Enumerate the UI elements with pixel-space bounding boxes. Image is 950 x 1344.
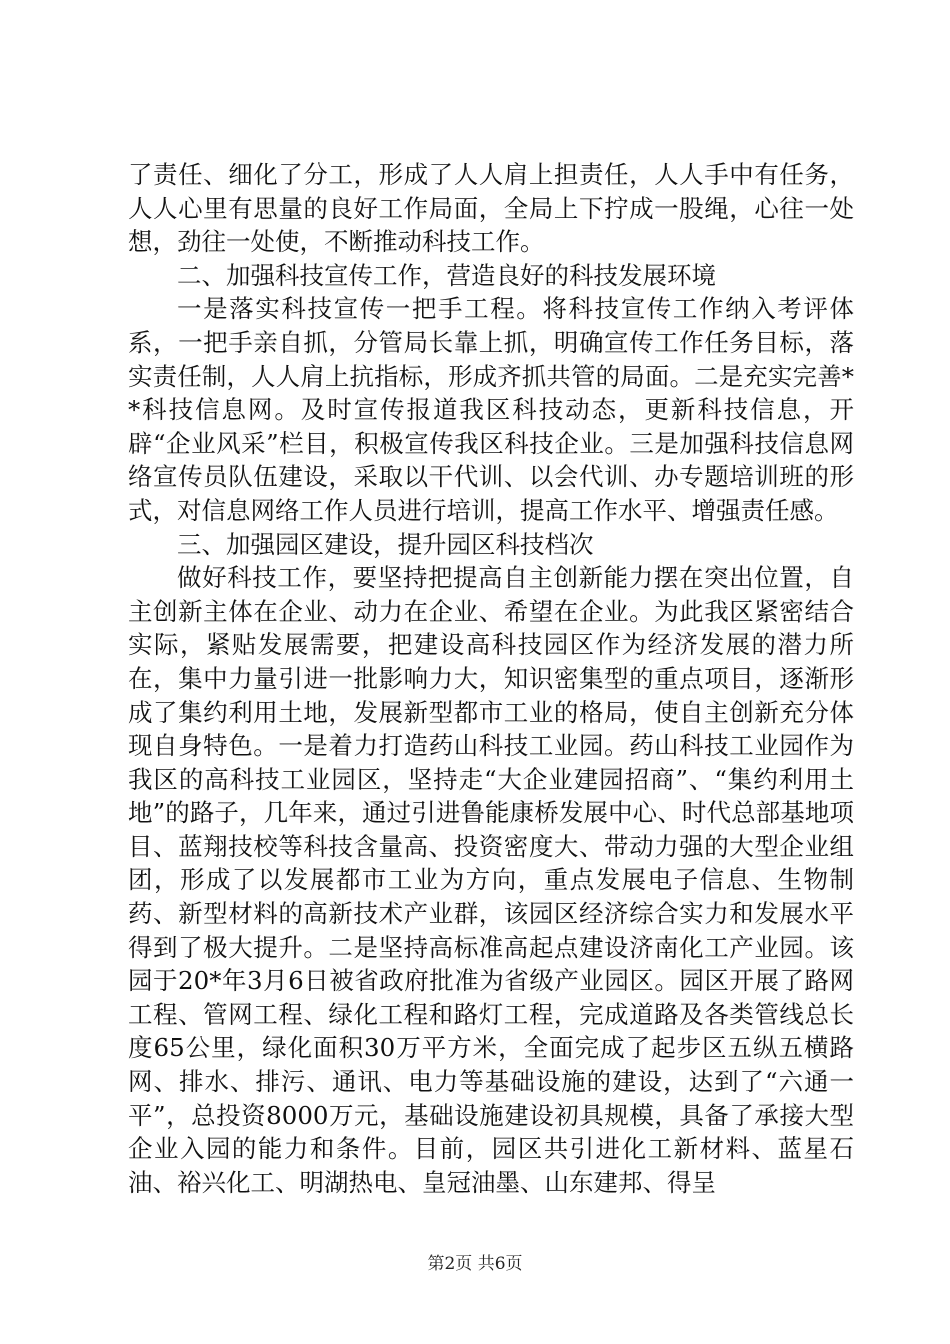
paragraph-park: 做好科技工作，要坚持把提高自主创新能力摆在突出位置，自主创新主体在企业、动力在企业、希望在企业。为此我区紧密结合实际，紧贴发展需要，把建设高科技园区作为经济发展的潜力所在，集中力量引进一批影响力大，知识密集型的重点项目，逐渐形成了集约利用土地，发展新型都市工业的格局，使自主创新充分体现自身特色。一是着力打造药山科技工业园。药山科技工业园作为我区的高科技工业园区，坚持走“大企业建园招商”、“集约利用土地”的路子，几年来，通过引进鲁能康桥发展中心、时代总部基地项目、蓝翔技校等科技含量高、投资密度大、带动力强的大型企业组团，形成了以发展都市工业为方向，重点发展电子信息、生物制药、新型材料的高新技术产业群，该园区经济综合实力和发展水平得到了极大提升。二是坚持高标准高起点建设济南化工产业园。该园于20*年3月6日被省政府批准为省级产业园区。园区开展了路网工程、管网工程、绿化工程和路灯工程，完成道路及各类管线总长度65公里，绿化面积30万平方米，全面完成了起步区五纵五横路网、排水、排污、通讯、电力等基础设施的建设，达到了“六通一平”，总投资8000万元，基础设施建设初具规模，具备了承接大型企业入园的能力和条件。目前，园区共引进化工新材料、蓝星石油、裕兴化工、明湖热电、皇冠油墨、山东建邦、得呈 bbox=[128, 563, 854, 1197]
page-number-footer: 第2页 共6页 bbox=[427, 1254, 523, 1274]
paragraph-continuation: 了责任、细化了分工，形成了人人肩上担责任，人人手中有任务，人人心里有思量的良好工作局面，全局上下拧成一股绳，心往一处想，劲往一处使，不断推动科技工作。 bbox=[128, 160, 854, 257]
paragraph-publicity: 一是落实科技宣传一把手工程。将科技宣传工作纳入考评体系，一把手亲自抓，分管局长靠上抓，明确宣传工作任务目标，落实责任制，人人肩上抗指标，形成齐抓共管的局面。二是充实完善**科技信息网。及时宣传报道我区科技动态，更新科技信息，开辟“企业风采”栏目，积极宣传我区科技企业。三是加强科技信息网络宣传员队伍建设，采取以干代训、以会代训、办专题培训班的形式，对信息网络工作人员进行培训，提高工作水平、增强责任感。 bbox=[128, 294, 854, 525]
document-body bbox=[128, 158, 854, 1199]
section-heading-publicity: 二、加强科技宣传工作，营造良好的科技发展环境 bbox=[177, 260, 716, 290]
section-heading-park: 三、加强园区建设，提升园区科技档次 bbox=[177, 529, 594, 559]
